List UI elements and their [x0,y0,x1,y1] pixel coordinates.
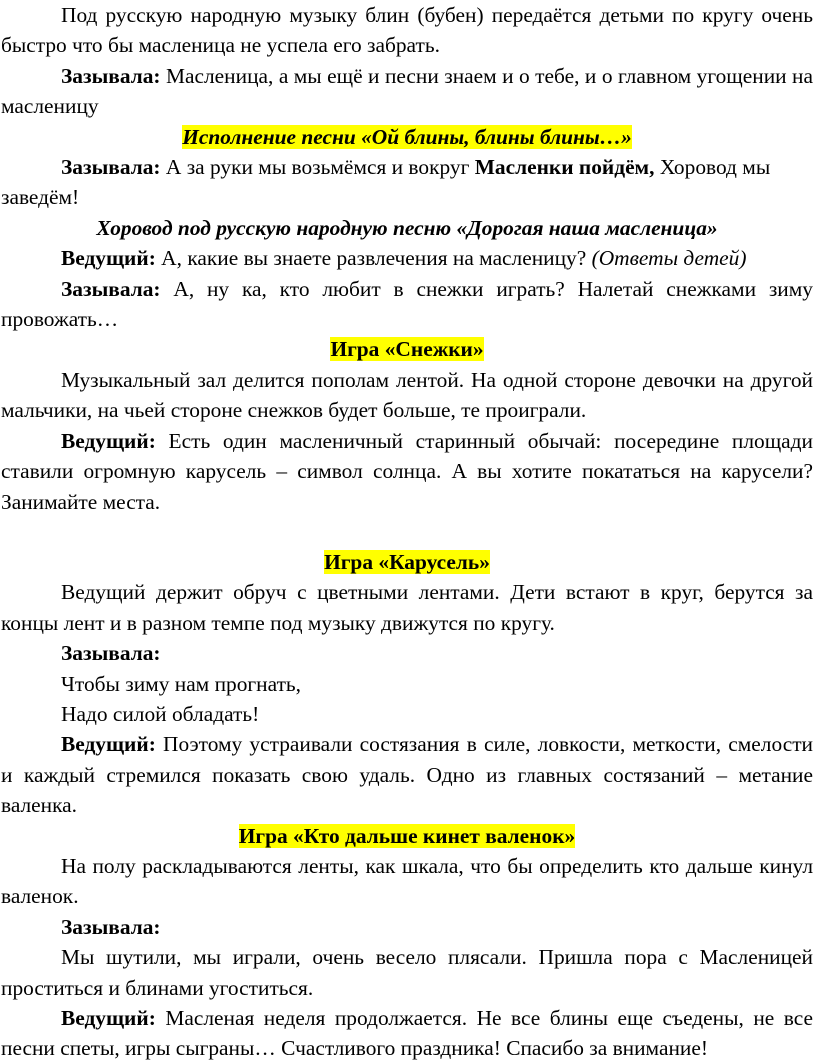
speech-text: А, ну ка, кто любит в снежки играть? Налетай снежками зиму провожать… [1,276,813,332]
heading-valenok [1,821,813,851]
speech-text: Поэтому устраивали состязания в силе, ловкости, меткости, смелости и каждый стремился показать свою удаль. Одно из главных состязаний – метание валенка. [1,732,813,818]
highlighted-heading: Игра «Карусель» [324,549,490,574]
paragraph-vedushchiy-3 [1,729,813,820]
paragraph-text: Мы шутили, мы играли, очень весело плясали. Пришла пора с Масленицей проститься и блинами угоститься. [1,945,813,1000]
paragraph-karusel-rules [1,577,813,638]
heading-karusel [1,547,813,577]
heading-song [1,122,813,152]
highlighted-heading: Игра «Кто дальше кинет валенок» [238,823,576,848]
speaker-label: Зазывала: [61,63,161,88]
speaker-line-zazyvala [1,912,813,942]
verse-text: Чтобы зиму нам прогнать, [61,671,302,696]
speaker-label: Ведущий: [61,732,156,757]
speech-text: Хоровод мы заведём! [1,155,771,210]
speech-text: А, какие вы знаете развлечения на масленицу? [155,246,592,271]
speaker-label: Зазывала: [61,641,161,666]
verse-line [1,699,813,729]
paragraph-text: На полу раскладываются ленты, как шкала, что бы определить кто дальше кинул валенок. [1,853,813,909]
paragraph-pancake-game [1,0,813,61]
paragraph-vedushchiy-2 [1,426,813,517]
italic-heading: Хоровод под русскую народную песню «Дорогая наша масленица» [96,215,718,240]
paragraph-text: Музыкальный зал делится пополам лентой. На одной стороне девочки на другой мальчики, на чьей стороне снежков будет больше, те проиграли. [1,367,813,423]
paragraph-text: Ведущий держит обруч с цветными лентами. Дети встают в круг, берутся за концы лент и в разном темпе под музыку движутся по кругу. [1,580,813,635]
speech-text: Есть один масленичный старинный обычай: посередине площади ставили огромную карусель – символ солнца. А вы хотите покататься на карусели? Занимайте места. [1,428,813,514]
paragraph-valenok-rules [1,851,813,912]
highlighted-heading: Игра «Снежки» [330,337,484,362]
stage-note: (Ответы детей) [591,246,747,271]
highlighted-heading: Исполнение песни «Ой блины, блины блины…» [182,124,632,149]
paragraph-zazyvala-3 [1,274,813,335]
paragraph-vedushchiy-final [1,1003,813,1064]
speech-text: Масленица, а мы ещё и песни знаем и о тебе, и о главном угощении на масленицу [1,63,813,119]
speaker-label: Зазывала: [61,276,161,301]
paragraph-vedushchiy-1 [1,243,813,273]
bold-phrase: Масленки пойдём, [474,155,655,180]
speaker-line-zazyvala [1,638,813,668]
heading-snezhki [1,334,813,364]
speaker-label: Зазывала: [61,914,161,939]
verse-line [1,669,813,699]
verse-text: Надо силой обладать! [61,701,260,726]
speaker-label: Зазывала: [61,155,161,180]
paragraph-zazyvala-1 [1,61,813,122]
paragraph-text: Под русскую народную музыку блин (бубен) передаётся детьми по кругу очень быстро что бы масленица не успела его забрать. [1,3,813,58]
paragraph-zazyvala-2 [1,152,813,213]
paragraph-zazyvala-farewell [1,942,813,1003]
paragraph-snezhki-rules [1,365,813,426]
heading-khorovod [1,213,813,243]
speech-text: Масленая неделя продолжается. Не все блины еще съедены, не все песни спеты, игры сыграны… Счастливого праздника! Спасибо за внимание! [1,1006,813,1061]
speech-text: А за руки мы возьмёмся и вокруг [160,155,475,180]
blank-line [1,517,813,547]
speaker-label: Ведущий: [61,246,156,271]
speaker-label: Ведущий: [61,428,156,453]
speaker-label: Ведущий: [61,1006,156,1030]
